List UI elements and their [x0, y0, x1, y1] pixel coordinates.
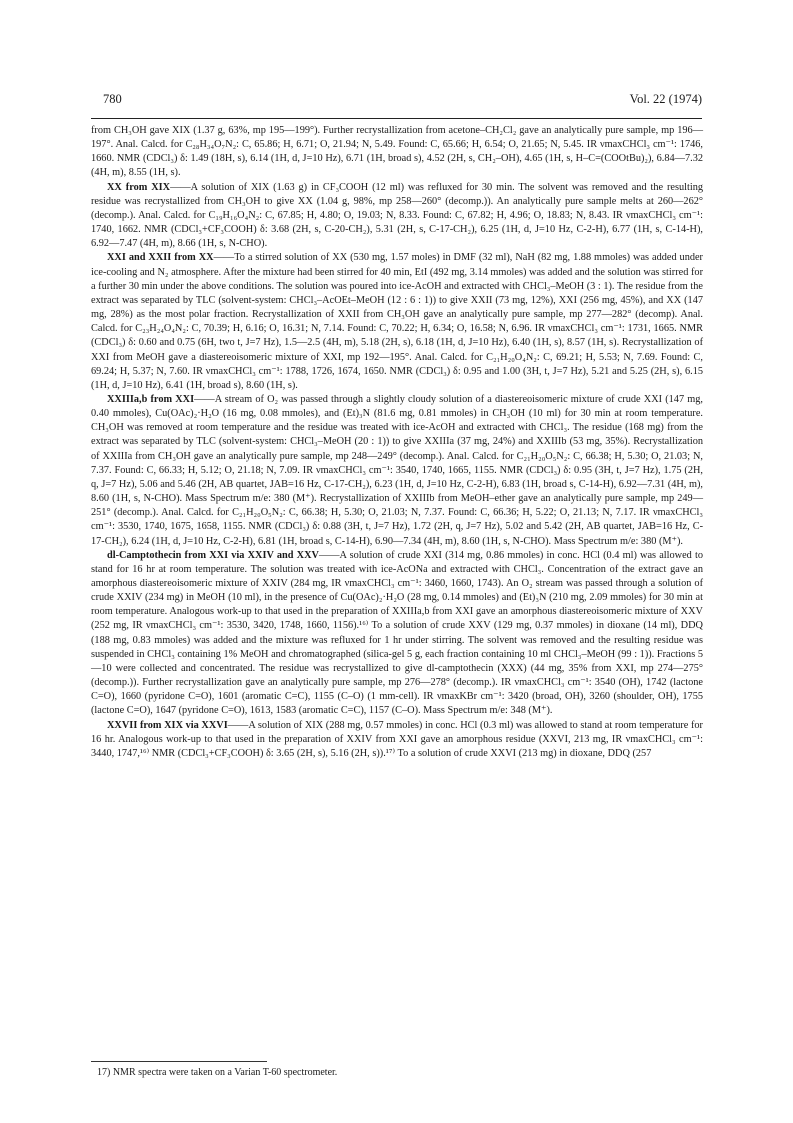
paragraph-text: ——A solution of XIX (1.63 g) in CF₃COOH (12 ml) was refluxed for 30 min. The solvent was removed and the resulting residue was recrystallized from CH₃OH to give XX (1.04 g, 98%, mp 258—260° (decomp.)). An analytically pure sample melts at 260—262° (decomp.). Anal. Calcd. for C₁₉H₁₆O₄N₂: C, 67.85; H, 4.80; O, 19.03; N, 8.33. Found: C, 67.82; H, 4.96; O, 18.83; N, 8.43. IR νmaxCHCl₃ cm⁻¹: 1740, 1662. NMR (CDCl₃+CF₃COOH) δ: 3.68 (2H, s, C-20-CH₂), 5.31 (2H, s, C-17-CH₂), 6.25 (1H, d, J=10 Hz, C-2-H), 6.77 (1H, s, C-14-H), 6.92—7.47 (4H, m), 8.66 (1H, s, N-CHO).	[91, 181, 703, 250]
header-rule	[91, 118, 702, 119]
paragraph-text: ——A solution of XIX (288 mg, 0.57 mmoles) in conc. HCl (0.3 ml) was allowed to stand at room temperature for 16 hr. Analogous work-up to that used in the preparation of XXIV from XXI gave an amorphous residue (XXVI, 213 mg, IR νmaxCHCl₃ cm⁻¹: 3440, 1747,¹⁶⁾ NMR (CDCl₃+CF₃COOH) δ: 3.65 (2H, s), 5.16 (2H, s)).¹⁷⁾ To a solution of crude XXVI (213 mg) in dioxane, DDQ (257	[91, 719, 703, 759]
page-header	[91, 92, 702, 114]
journal-reference: Vol. 22 (1974)	[629, 92, 702, 106]
paragraph-continued	[91, 124, 703, 181]
paragraph-text: from CH₃OH gave XIX (1.37 g, 63%, mp 195—199°). Further recrystallization from acetone–CH₂Cl₂ gave an analytically pure sample, mp 196—197°. Anal. Calcd. for C₂₈H₃₄O₇N₂: C, 65.86; H, 6.71; O, 21.94; N, 5.49. Found: C, 65.66; H, 6.54; O, 21.65; N, 5.45. IR νmaxCHCl₃ cm⁻¹: 1746, 1660. NMR (CDCl₃) δ: 1.49 (18H, s), 6.14 (1H, d, J=10 Hz), 6.71 (1H, broad s), 4.52 (2H, s, CH₂–OH), 4.65 (1H, s, H–C=(COOtBu)₂), 6.84—7.32 (4H, m), 8.55 (1H, s).	[91, 125, 703, 179]
section-heading: XXIIIa,b from XXI	[107, 393, 195, 405]
paragraph-text: ——To a stirred solution of XX (530 mg, 1.57 moles) in DMF (32 ml), NaH (82 mg, 1.88 mmoles) was added under ice-cooling and N₂ atmosphere. After the mixture had been stirred for 40 min, EtI (492 mg, 3.14 mmoles) was added and the solution was stirred for a further 30 min under the above conditions. The solution was poured into ice-AcOH and extracted with CHCl₃–MeOH (3 : 1). The residue from the extract was separated by TLC (solvent-system: CHCl₃–AcOEt–MeOH (12 : 6 : 1)) to give XXII (73 mg, 12%), XXI (256 mg, 45%), and XX (147 mg, 28%) as the most polar fraction. Recrystallization of XXII from CH₃OH gave an analytically pure sample, mp 277—282° (decomp). Anal. Calcd. for C₂₃H₂₄O₄N₂: C, 70.39; H, 6.16; O, 16.31; N, 7.14. Found: C, 70.22; H, 6.34; O, 16.58; N, 6.96. IR νmaxCHCl₃ cm⁻¹: 1731, 1665. NMR (CDCl₃) δ: 0.60 and 0.75 (6H, two t, J=7 Hz), 1.5—2.5 (4H, m), 5.18 (2H, s), 6.18 (1H, d, J=10 Hz), 6.40 (1H, s), 8.57 (1H, s). Recrystallization of XXI from MeOH gave a diastereoisomeric mixture of XXI, mp 192—195°. Anal. Calcd. for C₂₁H₂₀O₄N₂: C, 69.21; H, 5.53; N, 7.69. Found: C, 69.24; H, 5.37; N, 7.60. IR νmaxCHCl₃ cm⁻¹: 1788, 1726, 1674, 1650. NMR (CDCl₃) δ: 0.95 and 1.00 (3H, t, J=7 Hz), 5.21 and 5.25 (2H, s), 6.15 (1H, d, J=10 Hz), 6.41 (1H, broad s), 8.60 (1H, s).	[91, 252, 703, 391]
body-text	[91, 124, 703, 761]
paragraph-text: ——A solution of crude XXI (314 mg, 0.86 mmoles) in conc. HCl (0.4 ml) was allowed to stand for 16 hr at room temperature. The solution was treated with ice-AcONa and extracted with CHCl₃. Concentration of the extract gave an amorphous diastereoisomeric mixture of XXIV (284 mg, IR νmaxCHCl₃ cm⁻¹: 3460, 1660, 1743). An O₂ stream was passed through a solution of crude XXIV (234 mg) in MeOH (10 ml), in the presence of Cu(OAc)₂·H₂O (28 mg, 0.14 mmoles) and (Et)₃N (210 mg, 2.09 mmoles) for 30 min at room temperature. Analogous work-up to that used in the preparation of XXIIIa,b from XXI gave an amorphous diastereoisomeric mixture of XXV (252 mg, IR νmaxCHCl₃ cm⁻¹: 3530, 3420, 1748, 1660, 1156).¹⁶⁾ To a solution of crude XXV (129 mg, 0.37 mmoles) in dioxane (14 ml), DDQ (188 mg, 0.83 mmoles) was added and the mixture was refluxed for 1 hr under stirring. The solvent was removed and the resulting residue was suspended in CHCl₃ containing 1% MeOH and chromatographed (silica-gel 5 g, each fraction containing 10 ml CHCl₃–MeOH (99 : 1)). Fractions 5—10 were collected and concentrated. The residue was recrystallized to give dl-camptothecin (XXX) (44 mg, 35% from XXI, mp 274—275° (decomp.)). Further recrystallization gave an analytically pure sample, mp 276—278° (decomp.). IR νmaxCHCl₃ cm⁻¹: 3540 (OH), 1742 (lactone C=O), 1660 (pyridone C=O), 1601 (aromatic C=C), 1155 (C–O) (1 mm-cell). IR νmaxKBr cm⁻¹: 3420 (broad, OH), 3260 (shoulder, OH), 1755 (lactone C=O), 1647 (pyridone C=O), 1613, 1583 (aromatic C=C), 1157 (C–O). Mass Spectrum m/e: 348 (M⁺).	[91, 549, 703, 717]
footnote: 17) NMR spectra were taken on a Varian T-60 spectrometer.	[97, 1067, 338, 1078]
page-number: 780	[103, 92, 122, 106]
paragraph-text: ——A stream of O₂ was passed through a slightly cloudy solution of a diastereoisomeric mixture of crude XXI (147 mg, 0.40 mmoles), Cu(OAc)₂·H₂O (16 mg, 0.08 mmoles), and (Et)₃N (81.6 mg, 0.81 mmoles) in CH₃OH (10 ml) for 30 min at room temperature. CH₃OH was removed at room temperature and the residue was treated with ice-AcOH and extracted with CHCl₃. The residue (168 mg) from the extract was separated by TLC (solvent-system: CHCl₃–MeOH (20 : 1)) to give XXIIIa (37 mg, 24%) and XXIIIb (53 mg, 35%). Recrystallization of XXIIIa from CH₃OH gave an analytically pure sample, mp 248—249° (decomp.). Anal. Calcd. for C₂₁H₂₀O₅N₂: C, 66.38; H, 5.30; O, 21.03; N, 7.37. Found: C, 66.33; H, 5.12; O, 21.18; N, 7.09. IR νmaxCHCl₃ cm⁻¹: 3540, 1740, 1665, 1155. NMR (CDCl₃) δ: 0.95 (3H, t, J=7 Hz), 1.75 (2H, q, J=7 Hz), 5.06 and 5.46 (2H, AB quartet, JAB=16 Hz, C-17-CH₂), 6.23 (1H, d, J=10 Hz, C-2-H), 6.83 (1H, broad s, C-14-H), 6.92—7.31 (4H, m), 8.60 (1H, s, N-CHO). Mass Spectrum m/e: 380 (M⁺). Recrystallization of XXIIIb from MeOH–ether gave an analytically pure sample, mp 249—251° (decomp.). Anal. Calcd. for C₂₁H₂₀O₅N₂: C, 66.38; H, 5.30; O, 21.03; N, 7.37. Found: C, 66.36; H, 5.22; O, 21.13; N, 7.17. IR νmaxCHCl₃ cm⁻¹: 3530, 1740, 1675, 1658, 1155. NMR (CDCl₃) δ: 0.88 (3H, t, J=7 Hz), 1.72 (2H, q, J=7 Hz), 5.02 and 5.42 (2H, AB quartet, JAB=16 Hz, C-17-CH₂), 6.24 (1H, d, J=10 Hz, C-2-H), 6.81 (1H, broad s, C-14-H), 6.90—7.34 (4H, m), 8.60 (1H, s, N-CHO). Mass Spectrum m/e: 380 (M⁺).	[91, 393, 703, 547]
paragraph-xx-from-xix	[91, 181, 703, 252]
paragraph-camptothecin	[91, 549, 703, 719]
section-heading: XXI and XXII from XX	[107, 252, 214, 264]
section-heading: XX from XIX	[107, 181, 171, 193]
paragraph-xxvii-from-xix	[91, 719, 703, 761]
footnote-rule	[91, 1061, 267, 1062]
paragraph-xxiiia-b-from-xxi	[91, 393, 703, 549]
section-heading: XXVII from XIX via XXVI	[107, 719, 228, 731]
paragraph-xxi-xxii-from-xx	[91, 251, 703, 393]
section-heading: dl-Camptothecin from XXI via XXIV and XXV	[107, 549, 319, 561]
